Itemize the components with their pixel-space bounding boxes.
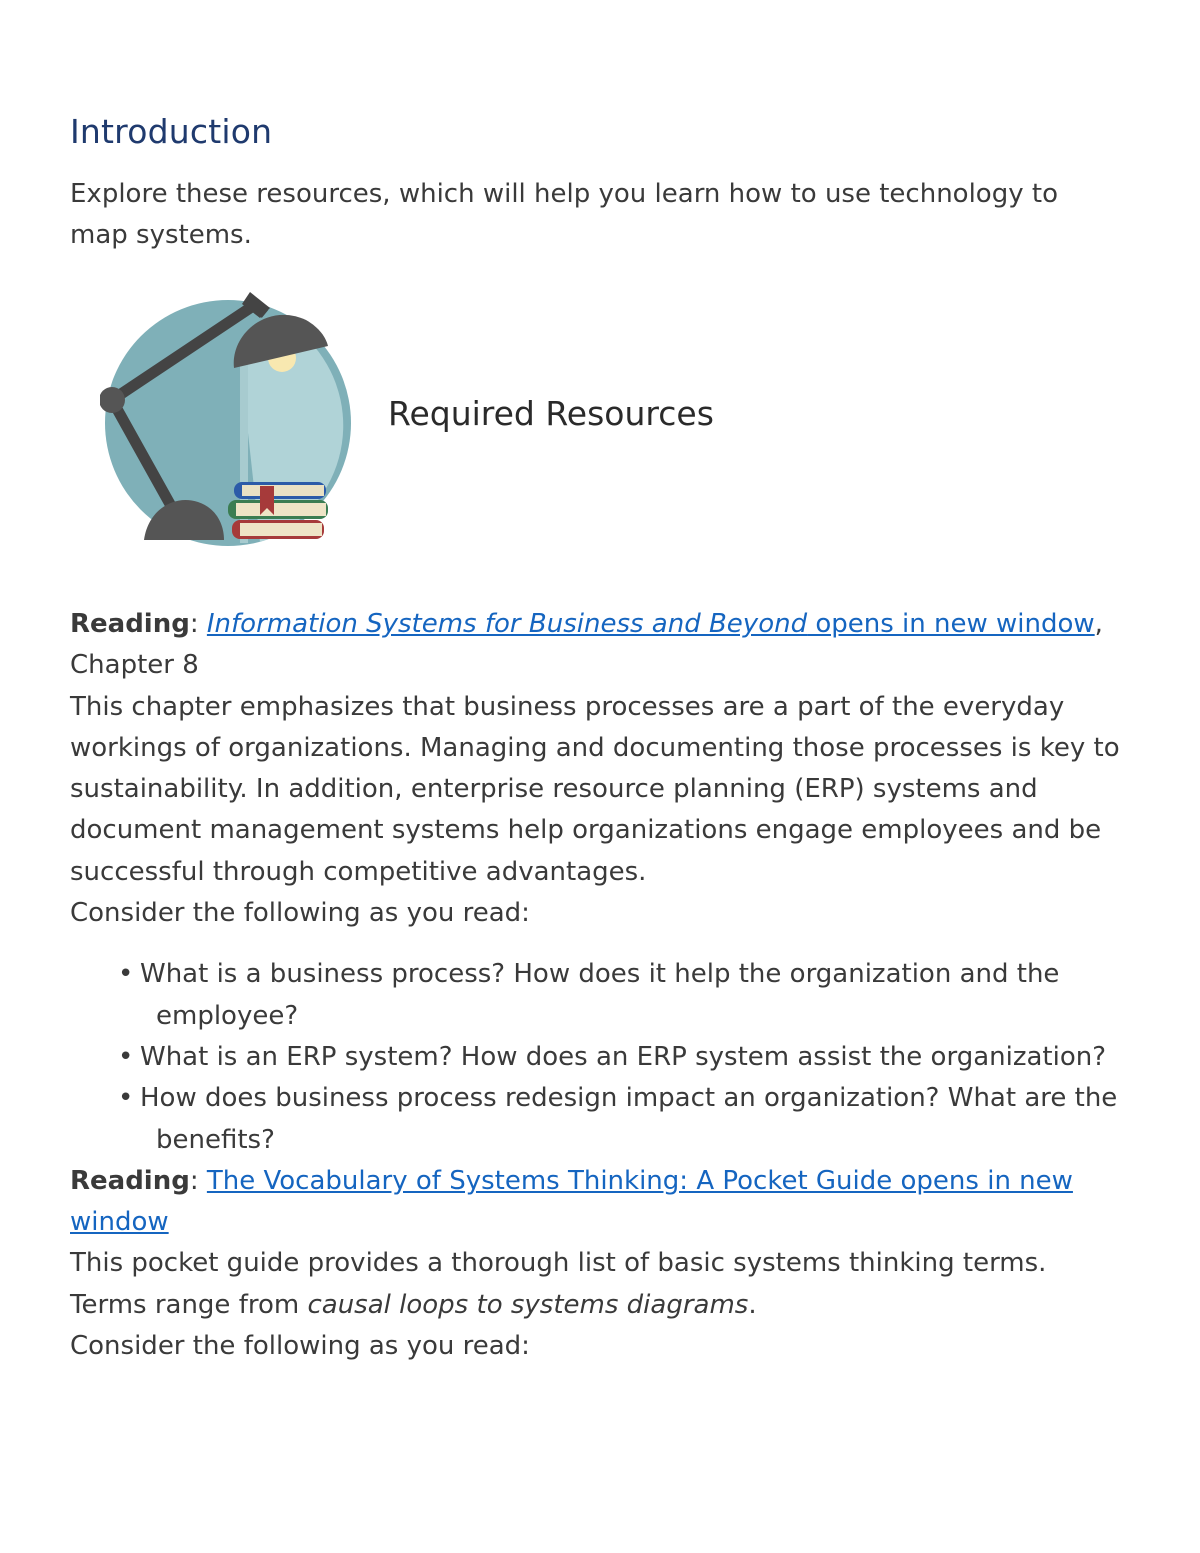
- resources-body: [70, 604, 1120, 1367]
- reading-1-questions: [70, 954, 1120, 1160]
- reading-colon: :: [189, 1165, 207, 1196]
- introduction-heading: Introduction: [70, 112, 273, 151]
- reading-1-description: This chapter emphasizes that business processes are a part of the everyday workings of organizations. Managing and documenting those processes is key to sustainability. In addition, enterprise resource planning (ERP) systems and document management systems help organizations engage employees and be successful through competitive advantages.: [70, 691, 1120, 887]
- reading-2-line: [70, 1161, 1120, 1244]
- reading-2-consider: Consider the following as you read:: [70, 1331, 530, 1362]
- reading-1-chapter: , Chapter 8: [70, 609, 1103, 681]
- reading-1-link[interactable]: [207, 609, 1095, 639]
- reading-2-link[interactable]: The Vocabulary of Systems Thinking: A Pocket Guide opens in new window: [70, 1165, 1073, 1238]
- reading-2-terms: causal loops to systems diagrams: [307, 1289, 749, 1320]
- reading-2-description: This pocket guide provides a thorough list of basic systems thinking terms. Terms range from causal loops to systems diagrams.: [70, 1248, 1047, 1320]
- required-resources-title: Required Resources: [388, 394, 714, 433]
- reading-1-link-title: Information Systems for Business and Beyond: [206, 609, 808, 639]
- question-item: • What is an ERP system? How does an ERP system assist the organization?: [118, 1041, 1107, 1072]
- desk-lamp-books-icon: [100, 290, 390, 552]
- reading-label: Reading: [70, 1165, 190, 1196]
- question-item: • How does business process redesign impact an organization? What are the benefits?: [118, 1083, 1118, 1155]
- introduction-text: Explore these resources, which will help you learn how to use technology to map systems.: [70, 179, 1058, 251]
- reading-label: Reading: [70, 609, 190, 639]
- reading-1-consider: Consider the following as you read:: [70, 898, 530, 929]
- reading-1-link-suffix: opens in new window: [807, 609, 1095, 639]
- reading-colon: :: [189, 609, 207, 639]
- reading-1-line: [70, 604, 1120, 687]
- question-item: • What is a business process? How does it help the organization and the employee?: [118, 959, 1060, 1031]
